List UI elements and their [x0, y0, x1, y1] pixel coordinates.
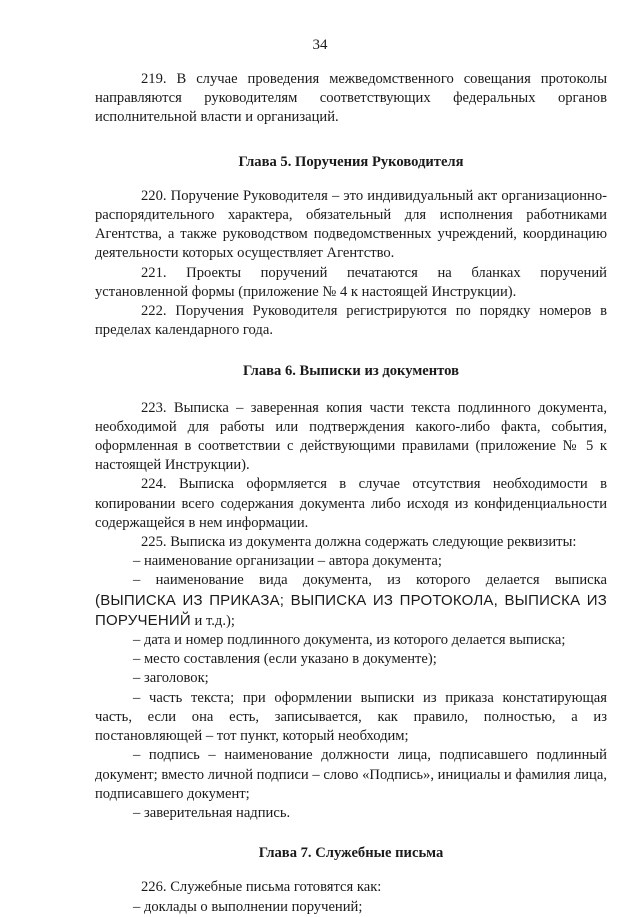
requisite-date-number: – дата и номер подлинного документа, из которого делается выписка;	[133, 632, 566, 649]
paragraph-226: 226. Служебные письма готовятся как:	[141, 879, 382, 896]
paragraph-219: 219. В случае проведения межведомственного совещания протоколы направляются руководителям соответствующих федеральных органов исполнительной власти и организаций.	[95, 71, 607, 126]
page-number: 34	[312, 37, 328, 53]
paragraph-221: 221. Проекты поручений печатаются на бланках поручений установленной формы (приложение № 4 к настоящей Инструкции).	[95, 264, 607, 300]
requisite-document-type	[95, 571, 607, 631]
requisite-title: – заголовок;	[133, 670, 209, 687]
requisite-document-type-tail: и т.д.);	[190, 612, 235, 629]
paragraph-222: 222. Поручения Руководителя регистрируются по порядку номеров в пределах календарного года.	[95, 303, 607, 339]
chapter-5-heading: Глава 5. Поручения Руководителя	[238, 153, 464, 170]
list-item-reports: – доклады о выполнении поручений;	[133, 898, 363, 915]
requisite-text-part: – часть текста; при оформлении выписки из приказа констатирующая часть, если она есть, записывается, как правило, полностью, а из постановляющей – тот пункт, который необходим;	[95, 689, 607, 745]
paragraph-225: 225. Выписка из документа должна содержать следующие реквизиты:	[141, 534, 577, 551]
paragraph-220: 220. Поручение Руководителя – это индивидуальный акт организационно-распорядительного характера, обязательный для исполнения работниками Агентства, а также руководством подведомственных учреждений, координацию деятельности которых осуществляет Агентство.	[95, 187, 607, 262]
requisite-signature: – подпись – наименование должности лица, подписавшего подлинный документ; вместо личной подписи – слово «Подпись», инициалы и фамилия лица, подписавшего документ;	[95, 747, 607, 802]
requisite-document-type-examples: (ВЫПИСКА ИЗ ПРИКАЗА; ВЫПИСКА ИЗ ПРОТОКОЛА, ВЫПИСКА ИЗ ПОРУЧЕНИЙ	[95, 591, 607, 629]
paragraph-224: 224. Выписка оформляется в случае отсутствия необходимости в копировании всего содержания документа либо исходя из конфиденциальности содержащейся в нем информации.	[95, 476, 607, 531]
requisite-organization: – наименование организации – автора документа;	[133, 553, 442, 570]
document-body	[95, 70, 607, 917]
requisite-place: – место составления (если указано в документе);	[133, 651, 437, 668]
paragraph-223: 223. Выписка – заверенная копия части текста подлинного документа, необходимой для работы или подтверждения какого-либо факта, события, оформленная в соответствии с действующими правилами (приложение № 5 к настоящей Инструкции).	[95, 399, 607, 474]
requisite-certification: – заверительная надпись.	[133, 804, 291, 821]
chapter-7-heading: Глава 7. Служебные письма	[258, 845, 444, 862]
chapter-6-heading: Глава 6. Выписки из документов	[243, 363, 459, 380]
requisite-document-type-text: – наименование вида документа, из которого делается выписка	[133, 572, 607, 589]
